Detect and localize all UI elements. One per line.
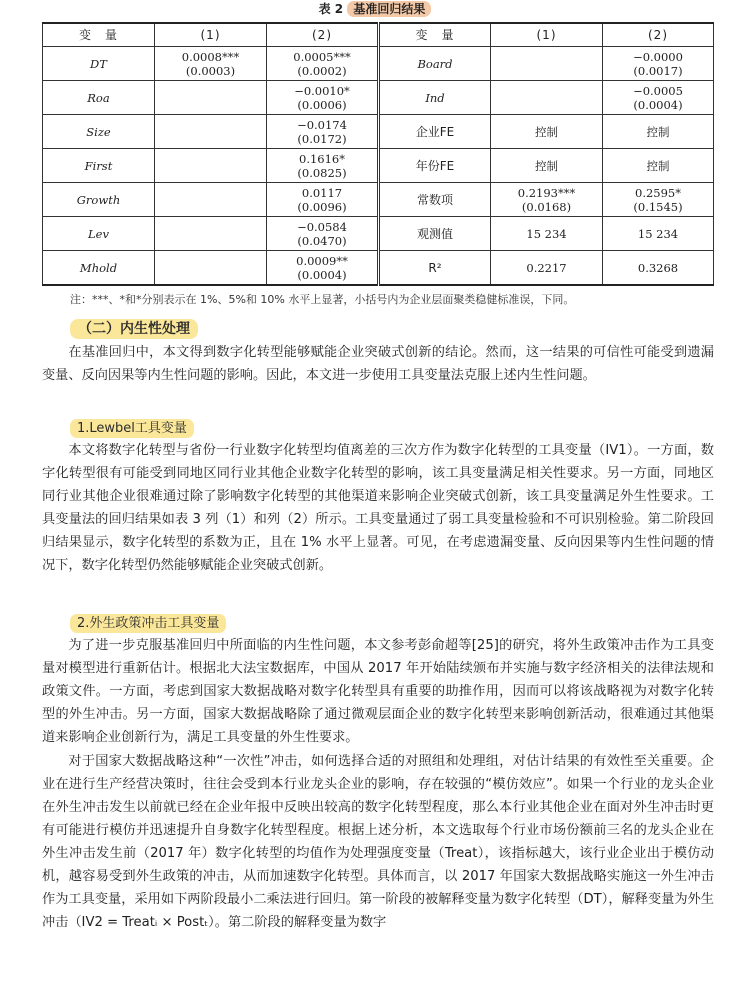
coef-col2 [267,149,379,183]
variable-name: Growth [43,183,155,217]
standard-error: (0.0470) [297,233,347,248]
standard-error: (0.0096) [297,199,347,214]
coef-col1 [155,47,267,81]
table-number: 表 2 [318,2,344,16]
coef-col1 [491,81,603,115]
coefficient: −0.0005 [633,83,683,98]
coefficient: −0.0174 [297,117,347,132]
variable-name: 观测值 [379,217,491,251]
standard-error: (0.0168) [521,199,572,214]
header-col2-right: (2) [603,23,714,47]
coef-col2 [603,81,714,115]
header-var-right: 变 量 [379,23,491,47]
coef-col1 [155,217,267,251]
standard-error: (0.0017) [633,63,683,78]
coefficient: −0.0584 [297,219,347,234]
header-col1-right: (1) [491,23,603,47]
lewbel-paragraph [42,439,714,577]
variable-name: First [43,149,155,183]
coef-col1 [491,251,603,286]
coef-col2 [267,251,379,286]
variable-name: 企业FE [379,115,491,149]
standard-error: (0.0006) [297,97,347,112]
coefficient: 0.0008*** [181,49,240,64]
coef-col2 [267,183,379,217]
variable-name: Roa [43,81,155,115]
coef-col1 [491,47,603,81]
coefficient: 0.0117 [301,185,343,200]
coef-col1 [155,183,267,217]
coefficient: 0.2595* [635,185,681,200]
paragraph-text: 对于国家大数据战略这种“一次性”冲击，如何选择合适的对照组和处理组，对估计结果的有效性至关重要。企业在进行生产经营决策时，往往会受到本行业龙头企业的影响，存在较强的“模仿效应”。如果一个行业的龙头企业在外生冲击发生以前就已经在企业年报中反映出较高的数字化转型程度，那么本行业其他企业在面对外生冲击时更有可能进行模仿并迅速提升自身数字化转型程度。根据上述分析，本文选取每个行业市场份额前三名的龙头企业在外生冲击发生前（2017 年）数字化转型的均值作为处理强度变量（Treat），该指标越大，该行业企业出于模仿动机，越容易受到外生政策的冲击，从而加速数字化转型。具体而言，以 2017 年国家大数据战略实施这一外生冲击作为工具变量，采用如下两阶段最小二乘法进行回归。第一阶段的被解释变量为数字化转型（DT），解释变量为外生冲击（IV2 = Treatᵢ × Postₜ）。第二阶段的解释变量为数字 [42,754,714,930]
coefficient: 0.2193*** [517,185,576,200]
coefficient: −0.0010* [294,83,350,98]
table-row [43,47,714,81]
standard-error: (0.0825) [297,165,347,180]
coef-col2 [603,115,714,149]
coef-col2 [267,115,379,149]
coefficient: 0.3268 [637,260,679,275]
table-row [43,149,714,183]
coef-col1 [491,183,603,217]
coef-col1 [155,251,267,286]
coef-col1 [155,115,267,149]
coef-col1 [491,217,603,251]
coefficient: −0.0000 [633,49,683,64]
coefficient: 0.2217 [526,260,567,275]
coefficient: 0.1616* [299,151,345,166]
standard-error: (0.0004) [297,267,347,282]
paragraph-text: 为了进一步克服基准回归中所面临的内生性问题，本文参考彭俞超等[25]的研究，将外生政策冲击作为工具变量对模型进行重新估计。根据北大法宝数据库，中国从 2017 年开始陆续颁布并实施与数字经济相关的法律法规和政策文件。一方面，考虑到国家大数据战略对数字化转型具有重要的助推作用，因而可以将该战略视为对数字化转型的外生冲击。另一方面，国家大数据战略除了通过微观层面企业的数字化转型来影响创新活动，很难通过其他渠道来影响企业创新行为，满足工具变量的外生性要求。 [42,638,714,745]
coef-col1 [155,81,267,115]
header-col1-left: (1) [155,23,267,47]
variable-name: Board [379,47,491,81]
table-header-row [43,23,714,47]
coef-col2 [603,47,714,81]
variable-name: Mhold [43,251,155,286]
coef-col2 [603,251,714,286]
coef-col1 [155,149,267,183]
standard-error: (0.1545) [633,199,683,214]
standard-error: (0.0002) [297,63,347,78]
coefficient: 15 234 [526,226,567,241]
variable-name: Size [43,115,155,149]
coefficient: 0.0009** [296,253,348,268]
table-row [43,217,714,251]
coef-col1 [491,115,603,149]
table-caption [0,0,750,18]
variable-name: DT [43,47,155,81]
variable-name: Ind [379,81,491,115]
coef-col2 [267,217,379,251]
paragraph-text: 本文将数字化转型与省份一行业数字化转型均值离差的三次方作为数字化转型的工具变量（IV1）。一方面，数字化转型很有可能受到同地区同行业其他企业数字化转型的影响，该工具变量满足相关性要求。另一方面，同地区同行业其他企业很难通过除了影响数字化转型的其他渠道来影响企业突破式创新，该工具变量满足外生性要求。工具变量法的回归结果如表 3 列（1）和列（2）所示。工具变量通过了弱工具变量检验和不可识别检验。第二阶段回归结果显示，数字化转型的系数为正，且在 1% 水平上显著。可见，在考虑遗漏变量、反向因果等内生性问题的情况下，数字化转型仍然能够赋能企业突破式创新。 [42,443,714,573]
section-heading-endogeneity: （二）内生性处理 [70,318,198,338]
table-row [43,183,714,217]
table-note: 注：***、*和*分别表示在 1%、5%和 10% 水平上显著，小括号内为企业层面聚类稳健标准误，下同。 [70,293,575,306]
table-row [43,251,714,286]
coefficient: 控制 [535,124,558,139]
standard-error: (0.0004) [633,97,683,112]
policy-shock-paragraphs [42,634,714,934]
table-row [43,81,714,115]
subheading-lewbel: 1.Lewbel工具变量 [70,417,194,436]
variable-name: 年份FE [379,149,491,183]
header-col2-left: (2) [267,23,379,47]
section2-paragraph [42,341,714,387]
standard-error: (0.0172) [297,131,347,146]
coef-col2 [603,183,714,217]
table-title: 基准回归结果 [347,1,431,17]
coefficient: 15 234 [637,226,679,241]
coefficient: 控制 [535,158,558,173]
coefficient: 控制 [646,124,670,139]
coef-col2 [603,217,714,251]
standard-error: (0.0003) [185,63,236,78]
header-var-left: 变 量 [43,23,155,47]
coef-col2 [267,47,379,81]
paragraph-text: 在基准回归中，本文得到数字化转型能够赋能企业突破式创新的结论。然而，这一结果的可信性可能受到遗漏变量、反向因果等内生性问题的影响。因此，本文进一步使用工具变量法克服上述内生性问题。 [42,345,714,383]
subheading-policy-shock: 2.外生政策冲击工具变量 [70,612,226,631]
coef-col2 [267,81,379,115]
variable-name: R² [379,251,491,286]
variable-name: 常数项 [379,183,491,217]
coefficient: 0.0005*** [293,49,351,64]
table-row [43,115,714,149]
coef-col2 [603,149,714,183]
coef-col1 [491,149,603,183]
variable-name: Lev [43,217,155,251]
coefficient: 控制 [646,158,670,173]
regression-table [42,22,714,286]
